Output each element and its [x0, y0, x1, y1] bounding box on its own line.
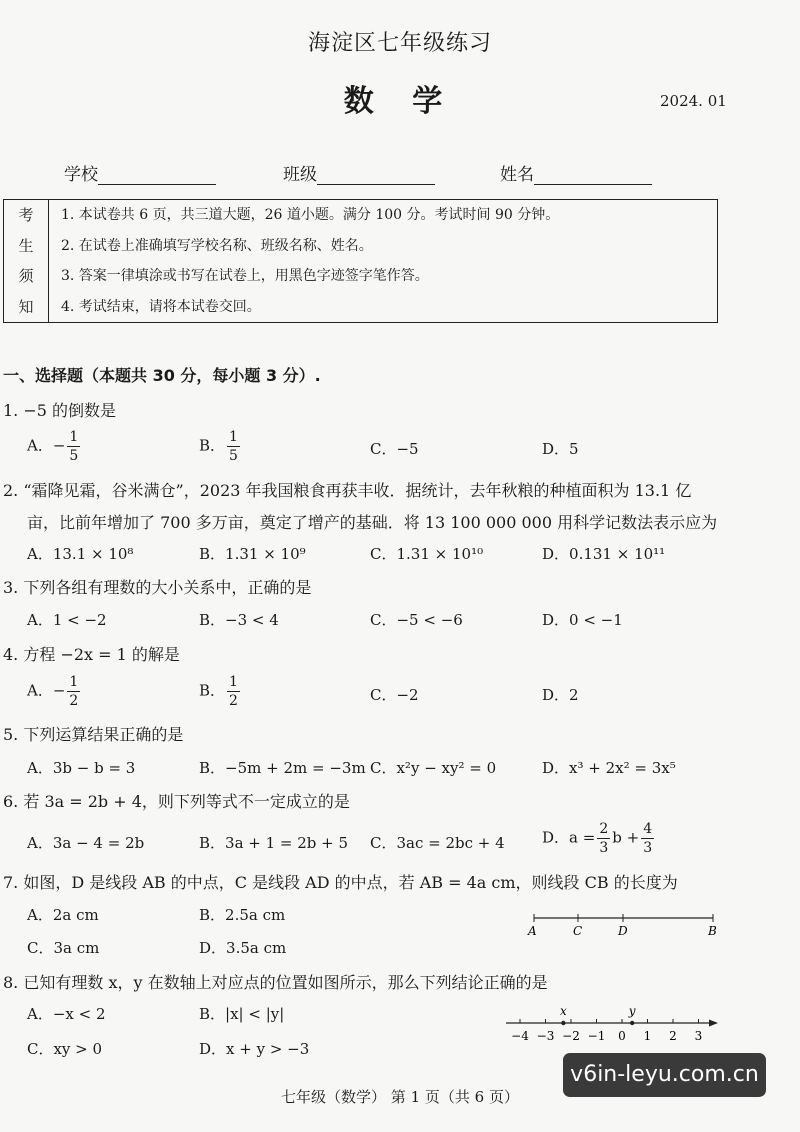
q3-option-c[interactable]: C．−5 < −6	[370, 611, 463, 629]
denominator: 2	[69, 693, 79, 709]
segment-label-b: B	[708, 924, 717, 938]
q6-option-d[interactable]	[542, 822, 656, 855]
question-5-stem: 5. 下列运算结果正确的是	[3, 725, 184, 744]
q2-option-d[interactable]: D．0.131 × 10¹¹	[542, 545, 666, 563]
q1-option-a-label: A．−	[27, 436, 66, 455]
exam-notice-box	[3, 199, 718, 323]
q4-option-b-fraction	[227, 675, 240, 708]
q8-option-d[interactable]: D．x + y > −3	[199, 1040, 310, 1058]
numerator: 1	[229, 674, 238, 690]
number-line-figure	[500, 1003, 725, 1045]
page-footer: 七年级（数学） 第 1 页（共 6 页）	[281, 1088, 519, 1106]
q5-option-c[interactable]: C．x²y − xy² = 0	[370, 759, 497, 777]
notice-item: 3. 答案一律填涂或书写在试卷上，用黑色字迹签字笔作答。	[61, 268, 429, 284]
number-line-tick-label: −2	[562, 1029, 580, 1043]
q4-option-b[interactable]	[199, 675, 242, 708]
q6-option-d-label: D．a =	[542, 828, 596, 847]
number-line-arrow	[709, 1020, 718, 1027]
q5-option-d[interactable]: D．x³ + 2x² = 3x⁵	[542, 759, 676, 777]
q6-option-d-fraction-1	[597, 822, 610, 855]
number-line-tick-label: −1	[587, 1029, 606, 1043]
notice-heading	[4, 200, 49, 323]
q3-option-a[interactable]: A．1 < −2	[27, 611, 107, 629]
q7-option-a[interactable]: A．2a cm	[27, 906, 99, 924]
school-label: 学校	[64, 165, 98, 185]
segment-label-c: C	[573, 924, 583, 938]
q7-option-b[interactable]: B．2.5a cm	[199, 906, 286, 924]
class-field	[283, 160, 435, 185]
school-blank[interactable]	[98, 166, 216, 185]
question-1-stem: 1. −5 的倒数是	[3, 401, 117, 420]
number-line-tick-label: −3	[536, 1029, 555, 1043]
name-field	[500, 160, 652, 185]
name-blank[interactable]	[534, 166, 652, 185]
numerator: 1	[229, 429, 238, 445]
question-7-stem: 7. 如图，D 是线段 AB 的中点，C 是线段 AD 的中点，若 AB = 4a cm，则线段 CB 的长度为	[3, 873, 678, 892]
q4-option-a[interactable]	[27, 675, 82, 708]
notice-heading-char: 考	[18, 206, 34, 224]
number-line-tick-label: 2	[669, 1029, 677, 1043]
q2-option-a[interactable]: A．13.1 × 10⁸	[27, 545, 134, 563]
q1-option-a-fraction	[67, 430, 80, 463]
q1-option-b-fraction	[227, 430, 240, 463]
denominator: 5	[229, 448, 238, 464]
numerator: 2	[599, 821, 609, 837]
notice-item: 2. 在试卷上准确填写学校名称、班级名称、姓名。	[61, 237, 373, 254]
q2-option-c[interactable]: C．1.31 × 10¹⁰	[370, 545, 484, 563]
notice-heading-char: 须	[18, 267, 34, 285]
denominator: 3	[599, 840, 609, 856]
q4-option-a-label: A．−	[27, 681, 66, 700]
q6-option-d-fraction-2	[641, 822, 654, 855]
denominator: 5	[69, 448, 79, 464]
notice-item: 1. 本试卷共 6 页，共三道大题，26 道小题。满分 100 分。考试时间 90 分钟。	[61, 207, 560, 223]
q5-option-b[interactable]: B．−5m + 2m = −3m	[199, 759, 366, 777]
q3-option-d[interactable]: D．0 < −1	[542, 611, 623, 629]
q1-option-c[interactable]: C．−5	[370, 440, 419, 458]
number-line-tick-label: −4	[511, 1029, 529, 1043]
question-6-stem: 6. 若 3a = 2b + 4，则下列等式不一定成立的是	[3, 792, 350, 811]
q1-option-a[interactable]	[27, 430, 82, 463]
segment-label-d: D	[618, 924, 628, 938]
q6-option-b[interactable]: B．3a + 1 = 2b + 5	[199, 834, 349, 852]
q5-option-a[interactable]: A．3b − b = 3	[27, 759, 136, 777]
q7-option-d[interactable]: D．3.5a cm	[199, 939, 287, 957]
q1-option-b-label: B．	[199, 436, 226, 455]
q6-option-a[interactable]: A．3a − 4 = 2b	[27, 834, 145, 852]
name-label: 姓名	[500, 165, 534, 185]
notice-items	[49, 200, 718, 323]
number-line-tick-label: 3	[694, 1029, 703, 1043]
notice-heading-char: 生	[18, 236, 34, 255]
number-line-tick-label: 0	[618, 1029, 626, 1043]
q8-option-b[interactable]: B．|x| < |y|	[199, 1005, 285, 1023]
question-2-stem: 2. “霜降见霜，谷米满仓”，2023 年我国粮食再获丰收．据统计，去年秋粮的种植面积为 13.1 亿	[3, 481, 692, 500]
q2-option-b[interactable]: B．1.31 × 10⁹	[199, 545, 306, 563]
school-field	[64, 160, 216, 185]
exam-date: 2024. 01	[660, 92, 727, 110]
q6-option-d-middle: b +	[612, 828, 640, 847]
q1-option-b[interactable]	[199, 430, 242, 463]
segment-figure	[520, 908, 725, 938]
number-line-tick-label: 1	[643, 1029, 652, 1043]
q8-option-a[interactable]: A．−x < 2	[27, 1005, 106, 1023]
notice-item: 4. 考试结束，请将本试卷交回。	[61, 298, 261, 315]
numerator: 1	[69, 674, 79, 690]
section-heading: 一、选择题（本题共 30 分，每小题 3 分）.	[3, 366, 321, 385]
q8-option-c[interactable]: C．xy > 0	[27, 1040, 103, 1058]
numerator: 4	[643, 821, 653, 837]
number-line-point-label-y: y	[628, 1004, 636, 1018]
q3-option-b[interactable]: B．−3 < 4	[199, 611, 279, 629]
question-4-stem: 4. 方程 −2x = 1 的解是	[3, 645, 180, 664]
watermark: v6in-leyu.com.cn	[563, 1053, 766, 1097]
class-blank[interactable]	[317, 166, 435, 185]
q7-option-c[interactable]: C．3a cm	[27, 939, 100, 957]
question-2-stem-line2: 亩，比前年增加了 700 多万亩，奠定了增产的基础．将 13 100 000 000 用科学记数法表示应为	[27, 513, 718, 532]
q4-option-c[interactable]: C．−2	[370, 686, 419, 704]
q4-option-d[interactable]: D．2	[542, 686, 579, 704]
numerator: 1	[69, 429, 79, 445]
number-line-point-x	[561, 1021, 565, 1025]
number-line-point-label-x: x	[559, 1004, 567, 1018]
q1-option-d[interactable]: D．5	[542, 440, 579, 458]
question-3-stem: 3. 下列各组有理数的大小关系中，正确的是	[3, 578, 312, 597]
notice-heading-char: 知	[18, 297, 34, 316]
denominator: 2	[229, 693, 238, 709]
q4-option-b-label: B．	[199, 681, 226, 700]
page-title: 海淀区七年级练习	[307, 31, 492, 56]
q6-option-c[interactable]: C．3ac = 2bc + 4	[370, 834, 505, 852]
class-label: 班级	[283, 165, 317, 185]
number-line-point-y	[630, 1021, 634, 1025]
question-8-stem: 8. 已知有理数 x，y 在数轴上对应点的位置如图所示，那么下列结论正确的是	[3, 973, 548, 992]
denominator: 3	[643, 840, 653, 856]
subject-title: 数 学	[343, 84, 457, 119]
segment-label-a: A	[528, 924, 537, 938]
q4-option-a-fraction	[67, 675, 80, 708]
